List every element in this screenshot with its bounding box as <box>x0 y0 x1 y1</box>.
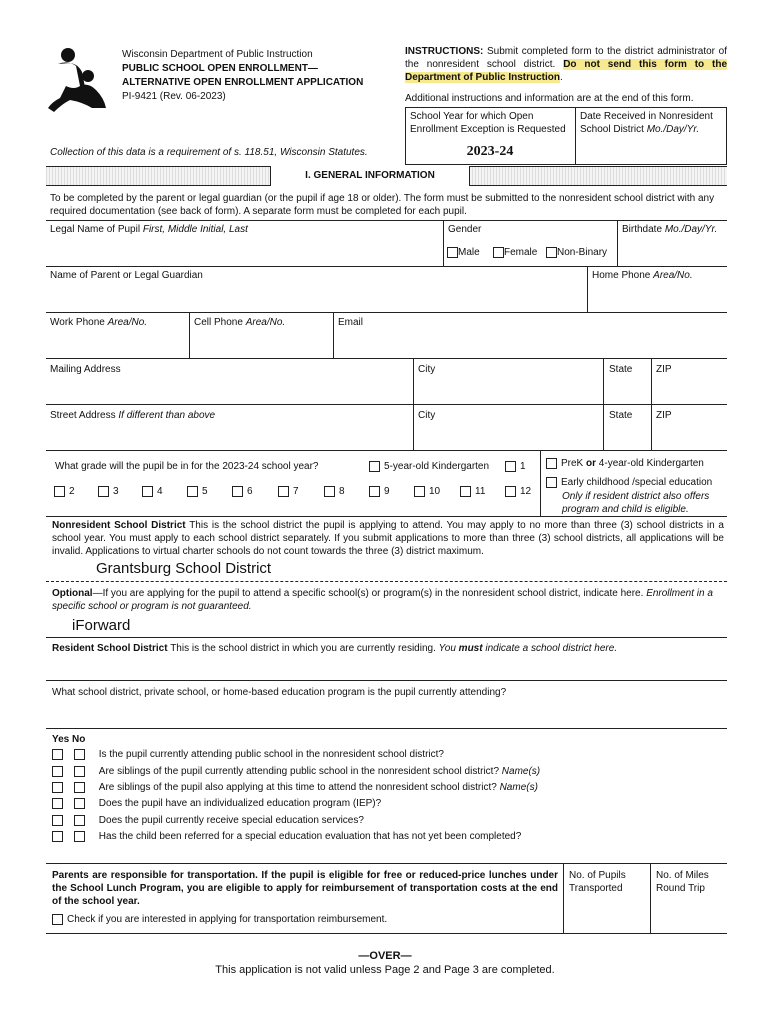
grade-3-checkbox[interactable] <box>98 486 109 497</box>
birthdate-label: Birthdate Mo./Day/Yr. <box>622 224 718 235</box>
gender-female-checkbox[interactable] <box>493 247 504 258</box>
question-5-no-checkbox[interactable] <box>74 815 85 826</box>
grade-9: 9 <box>369 486 390 498</box>
grade-k5-checkbox[interactable] <box>369 461 380 472</box>
early-childhood-note: Only if resident district also offers program and child is eligible. <box>562 491 710 515</box>
mailing-state-label: State <box>609 364 633 375</box>
question-6-no-checkbox[interactable] <box>74 831 85 842</box>
resident-district-field[interactable] <box>46 656 727 678</box>
current-program-question: What school district, private school, or home-based education program is the pupil currently attending? <box>52 687 507 698</box>
miles-round-trip-field[interactable] <box>651 896 726 932</box>
school-year-value: 2023-24 <box>466 144 514 159</box>
miles-round-trip-label: No. of Miles Round Trip <box>656 870 709 894</box>
grade-4-checkbox[interactable] <box>142 486 153 497</box>
home-phone-label: Home Phone Area/No. <box>592 270 693 281</box>
street-zip-field[interactable] <box>652 422 726 450</box>
street-state-label: State <box>609 410 633 421</box>
gender-label: Gender <box>448 224 482 235</box>
transportation-reimbursement-checkbox[interactable] <box>52 914 63 925</box>
school-year-label: School Year for which Open Enrollment Exception is Requested <box>410 111 566 135</box>
gender-male: Male <box>447 247 480 259</box>
grade-1: 1 <box>505 461 526 473</box>
grade-prek: PreK or 4-year-old Kindergarten <box>546 458 704 470</box>
grade-11: 11 <box>460 486 485 498</box>
question-4-yes-checkbox[interactable] <box>52 798 63 809</box>
transportation-reimbursement: Check if you are interested in applying for transportation reimbursement. <box>52 913 387 926</box>
grade-1-checkbox[interactable] <box>505 461 516 472</box>
grade-6: 6 <box>232 486 253 498</box>
mailing-zip-field[interactable] <box>652 376 726 404</box>
grade-k5: 5-year-old Kindergarten <box>369 461 489 473</box>
do-not-send-warning: Do not send this form to the Department of Public Instruction <box>405 59 728 83</box>
section1-title: I. GENERAL INFORMATION <box>270 166 470 186</box>
dpi-logo <box>46 46 114 114</box>
question-5-yes-checkbox[interactable] <box>52 815 63 826</box>
grade-3: 3 <box>98 486 119 498</box>
grade-prek-checkbox[interactable] <box>546 458 557 469</box>
collection-note: Collection of this data is a requirement of s. 118.51, Wisconsin Statutes. <box>50 147 368 158</box>
grade-2-checkbox[interactable] <box>54 486 65 497</box>
form-title-line1: PUBLIC SCHOOL OPEN ENROLLMENT— <box>122 63 318 74</box>
instructions-block: INSTRUCTIONS: Submit completed form to the district administrator of the nonresident school district. Do not send this form to the Department of Public Instruction. <box>405 46 728 83</box>
question-1-yes-checkbox[interactable] <box>52 749 63 760</box>
additional-instructions: Additional instructions and information are at the end of this form. <box>405 93 694 104</box>
cell-phone-field[interactable] <box>190 329 332 357</box>
grade-4: 4 <box>142 486 163 498</box>
yes-no-header: Yes No <box>52 734 86 745</box>
grade-5: 5 <box>187 486 208 498</box>
legal-name-field[interactable] <box>46 236 441 264</box>
question-2-yes-checkbox[interactable] <box>52 766 63 777</box>
grade-10-checkbox[interactable] <box>414 486 425 497</box>
agency-name: Wisconsin Department of Public Instruction <box>122 49 313 60</box>
grade-8: 8 <box>324 486 345 498</box>
nonresident-district-value[interactable]: Grantsburg School District <box>96 560 272 577</box>
optional-instructions: Optional—If you are applying for the pupil to attend a specific school(s) or program(s) in the nonresident school district, indicate here. Enrollment in a specific school or program is not guaranteed. <box>52 588 713 612</box>
current-program-field[interactable] <box>46 700 727 726</box>
grade-9-checkbox[interactable] <box>369 486 380 497</box>
email-field[interactable] <box>334 329 726 357</box>
form-number: PI-9421 (Rev. 06-2023) <box>122 91 226 102</box>
grade-11-checkbox[interactable] <box>460 486 471 497</box>
gender-nonbinary: Non-Binary <box>546 247 607 259</box>
grade-early-childhood: Early childhood /special education <box>546 477 712 489</box>
street-address-label: Street Address If different than above <box>50 410 216 421</box>
birthdate-field[interactable] <box>618 236 726 264</box>
street-city-label: City <box>418 410 436 421</box>
grade-12: 12 <box>505 486 531 498</box>
question-row-5: Does the pupil currently receive special education services? <box>52 815 364 827</box>
question-3-no-checkbox[interactable] <box>74 782 85 793</box>
cell-phone-label: Cell Phone Area/No. <box>194 317 286 328</box>
pupils-transported-label: No. of Pupils Transported <box>569 870 626 894</box>
parent-name-field[interactable] <box>46 282 586 310</box>
validity-note: This application is not valid unless Page 2 and Page 3 are completed. <box>215 964 555 976</box>
section1-intro: To be completed by the parent or legal guardian (or the pupil if age 18 or older). The form must be submitted to the nonresident school district with any required documentation (see back of form). A separate form must be completed for each pupil. <box>50 193 715 217</box>
optional-program-value[interactable]: iForward <box>72 617 131 634</box>
pupils-transported-field[interactable] <box>564 896 649 932</box>
question-4-no-checkbox[interactable] <box>74 798 85 809</box>
parent-label: Name of Parent or Legal Guardian <box>50 270 203 281</box>
email-label: Email <box>338 317 364 328</box>
grade-2: 2 <box>54 486 75 498</box>
mailing-address-label: Mailing Address <box>50 364 121 375</box>
street-city-field[interactable] <box>414 422 602 450</box>
legal-name-label: Legal Name of Pupil First, Middle Initial, Last <box>50 224 248 235</box>
question-6-yes-checkbox[interactable] <box>52 831 63 842</box>
work-phone-field[interactable] <box>46 329 188 357</box>
grade-12-checkbox[interactable] <box>505 486 516 497</box>
grade-8-checkbox[interactable] <box>324 486 335 497</box>
grade-5-checkbox[interactable] <box>187 486 198 497</box>
gender-nonbinary-checkbox[interactable] <box>546 247 557 258</box>
mailing-city-label: City <box>418 364 436 375</box>
gender-male-checkbox[interactable] <box>447 247 458 258</box>
question-row-1: Is the pupil currently attending public school in the nonresident school district? <box>52 749 444 761</box>
question-row-6: Has the child been referred for a special education evaluation that has not yet been completed? <box>52 831 521 843</box>
mailing-address-field[interactable] <box>46 376 412 404</box>
nonresident-instructions: Nonresident School District This is the school district the pupil is applying to attend. You may apply to no more than three (3) school districts in a school year. You must apply to each school district separately. If you submit applications to more than three (3) school districts, all applications will be invalid. Applications to virtual charter schools do not count towards the three (3) district maximum. <box>52 520 724 557</box>
home-phone-field[interactable] <box>588 282 726 310</box>
transportation-notice: Parents are responsible for transportation. If the pupil is eligible for free or reduced-price lunches under the School Lunch Program, you are eligible to apply for reimbursement of transportation costs at the end of the school year. <box>52 870 558 907</box>
form-title-line2: ALTERNATIVE OPEN ENROLLMENT APPLICATION <box>122 77 364 88</box>
work-phone-label: Work Phone Area/No. <box>50 317 148 328</box>
gender-female: Female <box>493 247 537 259</box>
resident-instructions: Resident School District This is the school district in which you are currently residing. You must indicate a school district here. <box>52 643 618 654</box>
question-row-3: Are siblings of the pupil also applying at this time to attend the nonresident school district? Name(s) <box>52 782 538 794</box>
grade-6-checkbox[interactable] <box>232 486 243 497</box>
question-row-2: Are siblings of the pupil currently attending public school in the nonresident school district? Name(s) <box>52 766 540 778</box>
date-received-label: Date Received in Nonresident School District Mo./Day/Yr. <box>580 111 713 135</box>
grade-question: What grade will the pupil be in for the 2023-24 school year? <box>55 461 319 472</box>
grade-10: 10 <box>414 486 440 498</box>
question-row-4: Does the pupil have an individualized education program (IEP)? <box>52 798 381 810</box>
grade-7-checkbox[interactable] <box>278 486 289 497</box>
mailing-zip-label: ZIP <box>656 364 672 375</box>
street-state-field[interactable] <box>604 422 650 450</box>
street-address-field[interactable] <box>46 422 412 450</box>
question-2-no-checkbox[interactable] <box>74 766 85 777</box>
grade-7: 7 <box>278 486 299 498</box>
street-zip-label: ZIP <box>656 410 672 421</box>
mailing-state-field[interactable] <box>604 376 650 404</box>
mailing-city-field[interactable] <box>414 376 602 404</box>
question-3-yes-checkbox[interactable] <box>52 782 63 793</box>
over-marker: —OVER— <box>358 950 412 962</box>
question-1-no-checkbox[interactable] <box>74 749 85 760</box>
grade-early-childhood-checkbox[interactable] <box>546 477 557 488</box>
